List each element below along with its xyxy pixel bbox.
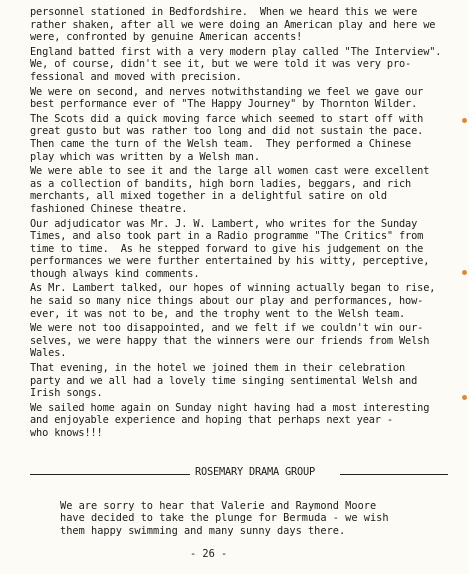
paragraph-bedfordshire: personnel stationed in Bedfordshire. When we heard this we were rather shaken, after all we were doing an American play and here we were, confronted by genuine American accents! bbox=[30, 6, 436, 44]
paragraph-evening: That evening, in the hotel we joined them in their celebration party and we all had a lovely time singing sentimental Welsh and Irish songs. bbox=[30, 362, 418, 400]
paragraph-adjudicator: Our adjudicator was Mr. J. W. Lambert, who writes for the Sunday Times, and also took part in a Radio programme "The Critics" from time to time. As he stepped forward to give his judgement on the performances we were further entertained by his witty, perceptive, though always kind comments. bbox=[30, 217, 430, 280]
page-number: - 26 - bbox=[190, 548, 228, 560]
punch-hole-mark bbox=[462, 270, 467, 275]
article-body bbox=[30, 6, 460, 442]
paragraph-england: England batted first with a very modern play called "The Interview". We, of course, didn't see it, but we were told it was very pro- fessional and moved with precision. bbox=[30, 45, 442, 83]
signature-rule-left bbox=[30, 474, 190, 475]
punch-hole-mark bbox=[462, 118, 467, 123]
paragraph-scots-welsh: The Scots did a quick moving farce which seemed to start off with great gusto but was rather too long and did not sustain the pace. Then came the turn of the Welsh team. They performed a Chinese play which was written by a Welsh man. bbox=[30, 112, 424, 163]
paragraph-sailed-home: We sailed home again on Sunday night having had a most interesting and enjoyable experience and hoping that perhaps next year - who knows!!! bbox=[30, 401, 430, 439]
signature-rule-right bbox=[340, 474, 448, 475]
paragraph-chinese-play: We were able to see it and the large all women cast were excellent as a collection of bandits, high born ladies, beggars, and rich merchants, all mixed together in a delightful satire on old fashioned Chinese theatre. bbox=[30, 165, 430, 215]
signature-group-name: ROSEMARY DRAMA GROUP bbox=[195, 466, 315, 478]
punch-hole-mark bbox=[462, 395, 467, 400]
paragraph-lambert-talked: As Mr. Lambert talked, our hopes of winning actually began to rise, he said so many nice things about our play and performances, how- ever, it was not to be, and the trophy went to the Welsh team. bbox=[30, 282, 436, 320]
paragraph-our-performance: We were on second, and nerves notwithstanding we feel we gave our best performance ever of "The Happy Journey" by Thornton Wilder. bbox=[30, 85, 424, 111]
paragraph-not-disappointed: We were not too disappointed, and we felt if we couldn't win our- selves, we were happy that the winners were our friends from Welsh Wales. bbox=[30, 322, 430, 360]
bermuda-note: We are sorry to hear that Valerie and Raymond Moore have decided to take the plunge for Bermuda - we wish them happy swimming and many sunny days there. bbox=[60, 500, 389, 537]
